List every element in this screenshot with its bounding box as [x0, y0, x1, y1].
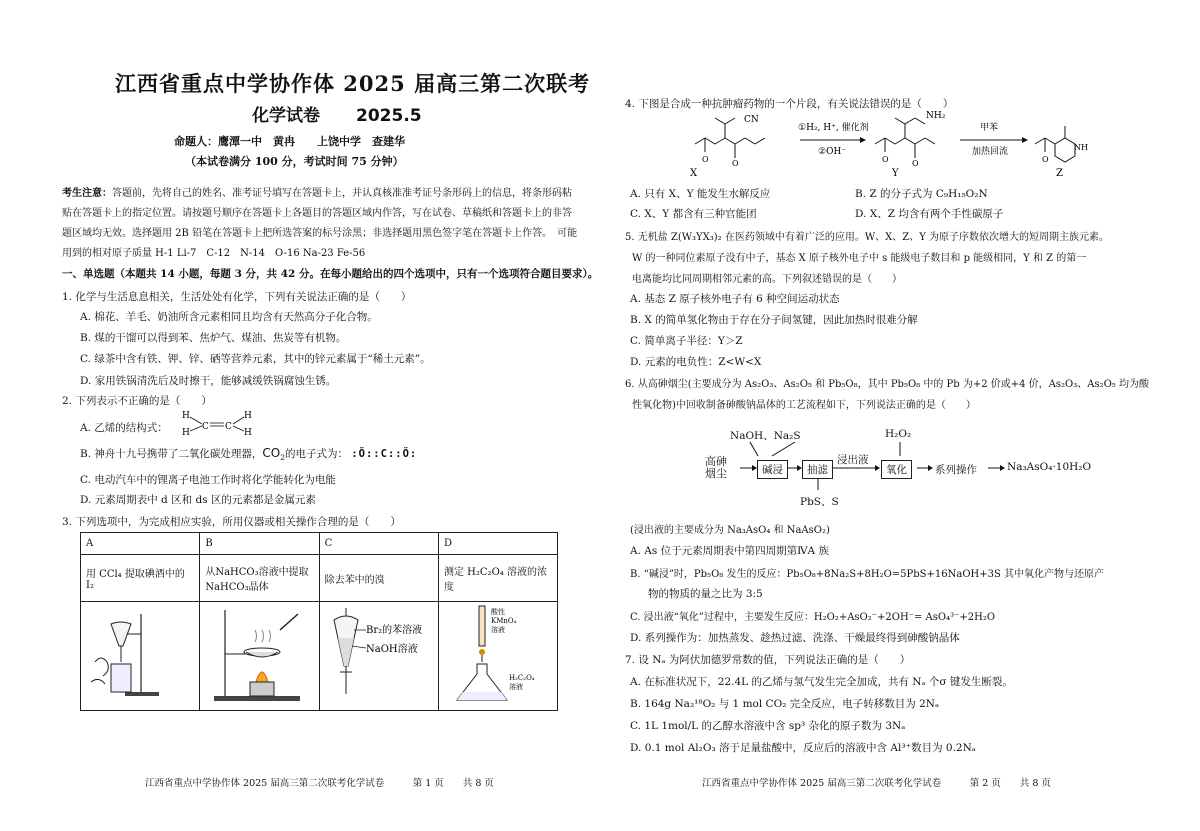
- q2-option-c: C. 电动汽车中的锂离子电池工作时将化学能转化为电能: [80, 474, 336, 486]
- q7-option-a: A. 在标准状况下，22.4L 的乙烯与氢气发生完全加成，共有 Nₐ 个σ 键发生断裂。: [630, 676, 1013, 688]
- co2-lewis-structure: :Ö::C::Ö:: [351, 448, 418, 460]
- svg-text:CN: CN: [744, 115, 759, 125]
- q7-option-b: B. 164g Na₂¹⁸O₂ 与 1 mol CO₂ 完全反应，电子转移数目为 2Nₐ: [630, 698, 939, 710]
- molecule-x-structure: [695, 115, 765, 168]
- flow-arrow-final: [988, 462, 1006, 474]
- q3-header-d: D: [439, 533, 558, 555]
- q7-option-d: D. 0.1 mol Al₂O₃ 溶于足量盐酸中，反应后的溶液中含 Al³⁺数目为 0.2Nₐ: [630, 742, 976, 754]
- svg-text:H: H: [244, 428, 252, 438]
- q5-option-b: B. X 的简单氢化物由于存在分子间氢键，因此加热时很难分解: [630, 314, 918, 326]
- svg-text:H: H: [182, 428, 190, 438]
- q3-apparatus-b: [200, 602, 319, 711]
- q3-header-b: B: [200, 533, 319, 555]
- molecule-z-structure: [1035, 126, 1088, 164]
- svg-text:O: O: [882, 155, 889, 164]
- q4-option-c: C. X、Y 都含有三种官能团: [630, 208, 757, 220]
- svg-text:溶液: 溶液: [491, 626, 505, 634]
- reagent-step1: ①H₂, H⁺, 催化剂: [798, 123, 869, 133]
- flow-leachate: 浸出液: [837, 454, 869, 466]
- reagent-step4: 加热回流: [972, 147, 1009, 157]
- reagent-step3: 甲苯: [980, 123, 999, 133]
- svg-text:溶液: 溶液: [509, 683, 523, 691]
- q1-option-b: B. 煤的干馏可以得到苯、焦炉气、煤油、焦炭等有机物。: [80, 332, 347, 344]
- exam-notice: 考生注意：答题前，先将自己的姓名、准考证号填写在答题卡上，并认真核准准考证号条形码上的信息，将条形码粘贴在答题卡上的指定位置。请按题号顺序在答题卡上各题目的答题区域内作答，写在试卷、草稿纸和答题卡上的非答题区域均无效。选择题用 2B 铅笔在答题卡上把所选答案的标号涂黑；非选择题用黑色签字笔在答题卡上作答。 可能用到的相对原子质量 H-1 Li-7 C-12 N-14 O-16 Na-23 Fe-56: [62, 188, 578, 259]
- q6-note: (浸出液的主要成分为 Na₃AsO₄ 和 NaAsO₂): [630, 525, 830, 536]
- q3-apparatus-a: [81, 602, 200, 711]
- right-footer: 江西省重点中学协作体 2025 届高三第二次联考化学试卷 第 2 页 共 8 页: [702, 778, 1051, 789]
- q3-header-c: C: [319, 533, 438, 555]
- flow-step-series: 系列操作: [935, 464, 977, 476]
- flow-residue: PbS、S: [800, 496, 839, 508]
- q6-stem-1: 6. 从高砷烟尘(主要成分为 As₂O₃、As₂O₅ 和 Pb₅O₈，其中 Pb₅O₈ 中的 Pb 为+2 价或+4 价，As₂O₃、As₂O₅ 均为酸: [625, 379, 1149, 390]
- q4-option-a: A. 只有 X、Y 能发生水解反应: [630, 188, 771, 200]
- q2-option-a: A. 乙烯的结构式：: [80, 422, 168, 434]
- q2-option-b: B. 神舟十九号携带了二氧化碳处理器，$CO_2$的电子式为： :Ö::C::Ö:: [80, 446, 418, 463]
- molecule-y-structure: [875, 111, 946, 168]
- section-heading: 一、单选题（本题共 14 小题，每题 3 分，共 42 分。在每小题给出的四个选项中，只有一个选项符合题目要求）。: [62, 268, 599, 280]
- q5-stem-3: 电离能均比同周期相邻元素的高。下列叙述错误的是（ ）: [632, 274, 902, 285]
- authors-line: 命题人：鹰潭一中 黄冉 上饶中学 查建华: [174, 135, 405, 148]
- label-y: Y: [892, 168, 899, 179]
- q3-header-a: A: [81, 533, 200, 555]
- svg-text:C: C: [202, 422, 209, 432]
- label-z: Z: [1056, 168, 1063, 179]
- ethylene-structure-diagram: [178, 408, 258, 438]
- q5-option-d: D. 元素的电负性：Z<W<X: [630, 356, 762, 368]
- q5-stem-2: W 的一种同位素原子没有中子，基态 X 原子核外电子中 s 能级电子数目和 p 能级相同，Y 和 Z 的第一: [632, 253, 1087, 264]
- q6-option-c: C. 浸出液“氧化”过程中，主要发生反应：H₂O₂+AsO₂⁻+2OH⁻= AsO₄³⁻+2H₂O: [630, 612, 996, 623]
- q3-task-b: 从NaHCO₃溶液中提取NaHCO₃晶体: [200, 555, 319, 602]
- q3-apparatus-d: [439, 602, 558, 711]
- svg-text:H: H: [244, 411, 252, 421]
- flow-reagents-1: NaOH、Na₂S: [730, 430, 801, 442]
- q3-apparatus-c: [319, 602, 438, 711]
- svg-text:C: C: [225, 422, 232, 432]
- svg-text:H: H: [182, 411, 190, 421]
- flow-step-alkali-leach: 碱浸: [757, 460, 788, 479]
- flow-reagents-2: H₂O₂: [885, 428, 912, 440]
- flow-product: Na₃AsO₄·10H₂O: [1007, 461, 1092, 473]
- svg-text:酸性: 酸性: [491, 608, 505, 616]
- score-line: （本试卷满分 100 分，考试时间 75 分钟）: [185, 155, 404, 168]
- q3-experiment-table: [80, 532, 558, 711]
- svg-text:O: O: [912, 159, 919, 168]
- q5-option-c: C. 简单离子半径：Y＞Z: [630, 335, 743, 347]
- flow-start: 高砷 烟尘: [705, 455, 727, 480]
- q1-stem: 1. 化学与生活息息相关，生活处处有化学，下列有关说法正确的是（ ）: [62, 291, 412, 303]
- reagent-step2: ②OH⁻: [818, 147, 847, 157]
- q1-option-d: D. 家用铁锅清洗后及时擦干，能够减缓铁锅腐蚀生锈。: [80, 375, 337, 387]
- flow-step-oxidize: 氧化: [881, 460, 912, 479]
- svg-text:KMnO₄: KMnO₄: [491, 617, 517, 625]
- flow-step-filter: 抽滤: [802, 460, 833, 479]
- q5-option-a: A. 基态 Z 原子核外电子有 6 种空间运动状态: [630, 293, 840, 305]
- right-page: [600, 0, 1200, 831]
- q6-option-a: A. As 位于元素周期表中第四周期第ⅣA 族: [630, 545, 829, 557]
- q4-option-b: B. Z 的分子式为 C₉H₁₅O₂N: [855, 188, 988, 200]
- q6-stem-2: 性氧化物)中回收制备砷酸钠晶体的工艺流程如下，下列说法正确的是（ ）: [632, 400, 976, 411]
- svg-text:H₂C₂O₄: H₂C₂O₄: [509, 674, 535, 682]
- separatory-funnel-icon: [320, 602, 438, 707]
- q2-stem: 2. 下列表示不正确的是（ ）: [62, 395, 212, 407]
- evaporation-setup-icon: [200, 602, 318, 707]
- svg-text:O: O: [702, 155, 709, 164]
- separatory-funnel-stand-icon: [81, 602, 199, 707]
- svg-text:O: O: [1042, 155, 1049, 164]
- q6-option-b-1: B. “碱浸”时，Pb₅O₈ 发生的反应：Pb₅O₈+8Na₂S+8H₂O=5PbS+16NaOH+3S 其中氧化产物与还原产: [630, 569, 1105, 580]
- q3-task-d: 测定 H₂C₂O₄ 溶液的浓度: [439, 555, 558, 602]
- label-br2-benzene: Br₂的苯溶液: [365, 625, 422, 636]
- q3-task-a: 用 CCl₄ 提取碘酒中的 I₂: [81, 555, 200, 602]
- svg-text:O: O: [732, 159, 739, 168]
- label-naoh: NaOH溶液: [365, 644, 418, 655]
- titration-setup-icon: [439, 602, 557, 707]
- q1-option-a: A. 棉花、羊毛、奶油所含元素相同且均含有天然高分子化合物。: [80, 311, 378, 323]
- exam-subtitle: 化学试卷 2025.5: [252, 106, 422, 126]
- q5-stem-1: 5. 无机盐 Z(W₃YX₃)₂ 在医药领域中有着广泛的应用。W、X、Z、Y 为原子序数依次增大的短周期主族元素。: [625, 232, 1109, 243]
- exam-title: 江西省重点中学协作体 2025 届高三第二次联考: [115, 71, 591, 96]
- q4-option-d: D. X、Z 均含有两个手性碳原子: [855, 208, 1004, 220]
- svg-text:NH: NH: [1074, 143, 1088, 152]
- exam-year: 2025.5: [356, 106, 422, 126]
- q3-task-c: 除去苯中的溴: [319, 555, 438, 602]
- q1-option-c: C. 绿茶中含有铁、钾、锌、硒等营养元素，其中的锌元素属于“稀土元素”。: [80, 353, 431, 365]
- q6-option-b-2: 物的物质的量之比为 3:5: [648, 588, 763, 600]
- svg-text:NH₂: NH₂: [926, 111, 946, 121]
- label-x: X: [690, 168, 698, 179]
- q7-stem: 7. 设 Nₐ 为阿伏加德罗常数的值，下列说法正确的是（ ）: [625, 654, 911, 666]
- q4-stem: 4. 下图是合成一种抗肿瘤药物的一个片段，有关说法错误的是（ ）: [625, 98, 954, 110]
- q6-option-d: D. 系列操作为：加热蒸发、趁热过滤、洗涤、干燥最终得到砷酸钠晶体: [630, 632, 960, 644]
- q4-synthesis-scheme: [690, 108, 1170, 180]
- q3-stem: 3. 下列选项中，为完成相应实验，所用仪器或相关操作合理的是（ ）: [62, 516, 401, 528]
- left-footer: 江西省重点中学协作体 2025 届高三第二次联考化学试卷 第 1 页 共 8 页: [145, 778, 494, 789]
- q7-option-c: C. 1L 1mol/L 的乙醇水溶液中含 sp³ 杂化的原子数为 3Nₐ: [630, 720, 906, 732]
- q2-option-d: D. 元素周期表中 d 区和 ds 区的元素都是金属元素: [80, 494, 316, 506]
